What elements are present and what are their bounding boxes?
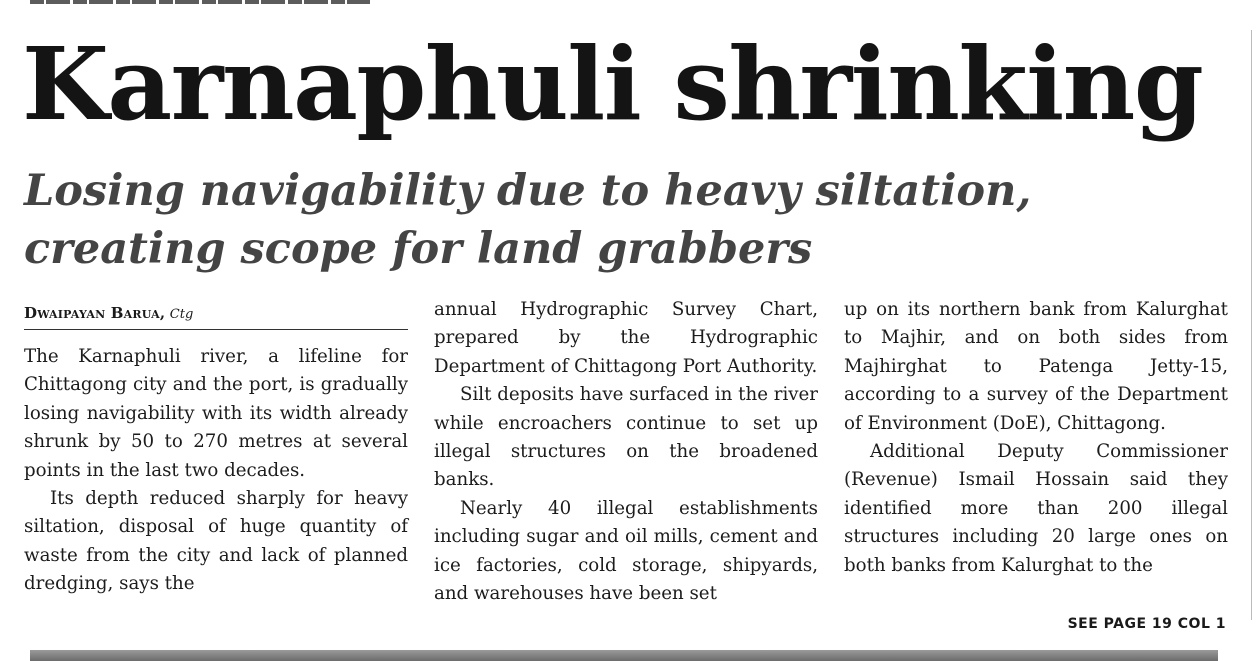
paragraph: annual Hydrographic Survey Chart, prepared by the Hydrographic Department of Chittagong Port Authority. bbox=[434, 299, 818, 377]
paragraph: Additional Deputy Commissioner (Revenue) Ismail Hossain said they identified more than 200 illegal structures including 20 large ones on both banks from Kalurghat to the bbox=[844, 441, 1228, 576]
paragraph: up on its northern bank from Kalurghat to Majhir, and on both sides from Majhirghat to Patenga Jetty-15, according to a survey of the Department of Environment (DoE), Chittagong. bbox=[844, 299, 1228, 434]
column-rule-right bbox=[1251, 30, 1258, 620]
article-column-2 bbox=[434, 296, 818, 608]
byline-author: Dwaipayan Barua, bbox=[24, 304, 166, 322]
cropped-text-line bbox=[30, 0, 370, 4]
byline bbox=[24, 301, 408, 330]
byline-location: Ctg bbox=[169, 307, 194, 322]
headline: Karnaphuli shrinking bbox=[22, 25, 1203, 143]
paragraph: Nearly 40 illegal establishments including sugar and oil mills, cement and ice factories, cold storage, shipyards, and warehouses have been set bbox=[434, 497, 818, 605]
paragraph: The Karnaphuli river, a lifeline for Chittagong city and the port, is gradually losing navigability with its width already shrunk by 50 to 270 metres at several points in the last two decades. bbox=[24, 346, 408, 481]
paragraph: Its depth reduced sharply for heavy siltation, disposal of huge quantity of waste from the city and lack of planned dredging, says the bbox=[24, 488, 408, 595]
page-bottom-edge bbox=[30, 650, 1218, 661]
subheadline: Losing navigability due to heavy siltation, creating scope for land grabbers bbox=[24, 166, 1032, 274]
continuation-note: SEE PAGE 19 COL 1 bbox=[1067, 616, 1226, 632]
previous-article-strip bbox=[30, 0, 370, 6]
paragraph: Silt deposits have surfaced in the river while encroachers continue to set up illegal structures on the broadened banks. bbox=[434, 384, 818, 491]
article-column-3 bbox=[844, 296, 1228, 580]
article-column-1 bbox=[24, 343, 408, 599]
